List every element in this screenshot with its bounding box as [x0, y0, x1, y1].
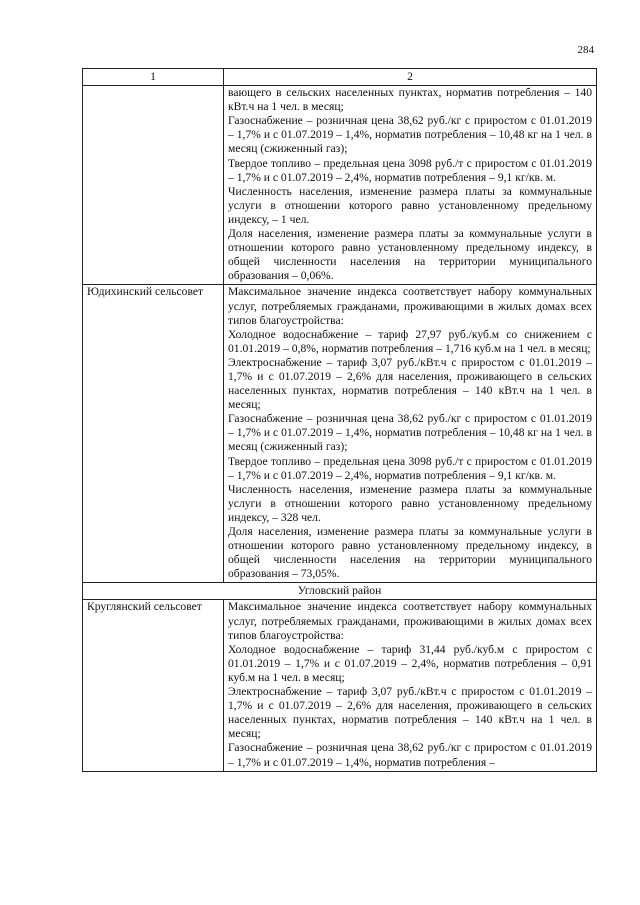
- paragraph: Газоснабжение – розничная цена 38,62 руб./кг с приростом с 01.01.2019 – 1,7% и с 01.07.2019 – 1,4%, норматив потребления –: [228, 741, 592, 769]
- page-number: 284: [577, 44, 594, 56]
- table-row-continued: [83, 86, 597, 285]
- paragraph: Холодное водоснабжение – тариф 31,44 руб./куб.м с приростом с 01.01.2019 – 1,7% и с 01.07.2019 – 2,4%, норматив потребления – 0,91 куб.м на 1 чел. в месяц;: [228, 642, 592, 684]
- paragraph: Доля населения, изменение размера платы за коммунальные услуги в отношении которого равно установленному предельному индексу, в общей численности населения на территории муниципального образования – 73,05%.: [228, 525, 592, 581]
- table-header-row: [83, 69, 597, 86]
- paragraph: вающего в сельских населенных пунктах, норматив потребления – 140 кВт.ч на 1 чел. в месяц;: [228, 86, 592, 114]
- municipality-name-cell: [83, 86, 224, 285]
- index-description-cell: [224, 86, 597, 285]
- municipal-index-table: [82, 68, 597, 772]
- paragraph: Твердое топливо – предельная цена 3098 руб./т с приростом с 01.01.2019 – 1,7% и с 01.07.2019 – 2,4%, норматив потребления – 9,1 кг/кв. м.: [228, 454, 592, 482]
- paragraph: Численность населения, изменение размера платы за коммунальные услуги в отношении которого равно установленному предельному индексу, – 328 чел.: [228, 482, 592, 524]
- paragraph: Доля населения, изменение размера платы за коммунальные услуги в отношении которого равно установленному предельному индексу, в общей численности населения на территории муниципального образования – 0,06%.: [228, 227, 592, 283]
- region-heading-row: [83, 583, 597, 600]
- paragraph: Твердое топливо – предельная цена 3098 руб./т с приростом с 01.01.2019 – 1,7% и с 01.07.2019 – 2,4%, норматив потребления – 9,1 кг/кв. м.: [228, 156, 592, 184]
- paragraph: Газоснабжение – розничная цена 38,62 руб./кг с приростом с 01.01.2019 – 1,7% и с 01.07.2019 – 1,4%, норматив потребления – 10,48 кг на 1 чел. в месяц (сжиженный газ);: [228, 114, 592, 156]
- paragraph: Холодное водоснабжение – тариф 27,97 руб./куб.м со снижением с 01.01.2019 – 0,8%, норматив потребления – 1,716 куб.м на 1 чел. в месяц;: [228, 327, 592, 355]
- paragraph: Максимальное значение индекса соответствует набору коммунальных услуг, потребляемых гражданами, проживающими в жилых домах всех типов благоустройства:: [228, 600, 592, 642]
- column-header-2: 2: [224, 69, 597, 86]
- table-row: [83, 600, 597, 771]
- index-description-cell: [224, 600, 597, 771]
- municipality-name-cell: Круглянский сельсовет: [83, 600, 224, 771]
- paragraph: Электроснабжение – тариф 3,07 руб./кВт.ч с приростом с 01.01.2019 – 1,7% и с 01.07.2019 – 2,6% для населения, проживающего в сельских населенных пунктах, норматив потребления – 140 кВт.ч на 1 чел. в месяц;: [228, 685, 592, 741]
- index-description-cell: [224, 285, 597, 583]
- municipality-name-cell: Юдихинский сельсовет: [83, 285, 224, 583]
- paragraph: Численность населения, изменение размера платы за коммунальные услуги в отношении которого равно установленному предельному индексу, – 1 чел.: [228, 184, 592, 226]
- paragraph: Максимальное значение индекса соответствует набору коммунальных услуг, потребляемых гражданами, проживающими в жилых домах всех типов благоустройства:: [228, 285, 592, 327]
- paragraph: Электроснабжение – тариф 3,07 руб./кВт.ч с приростом с 01.01.2019 – 1,7% и с 01.07.2019 – 2,6% для населения, проживающего в сельских населенных пунктах, норматив потребления – 140 кВт.ч на 1 чел. в месяц;: [228, 355, 592, 412]
- table-row: [83, 285, 597, 583]
- region-heading: Угловский район: [83, 583, 597, 600]
- column-header-1: 1: [83, 69, 224, 86]
- paragraph: Газоснабжение – розничная цена 38,62 руб./кг с приростом с 01.01.2019 – 1,7% и с 01.07.2019 – 1,4%, норматив потребления – 10,48 кг на 1 чел. в месяц (сжиженный газ);: [228, 412, 592, 454]
